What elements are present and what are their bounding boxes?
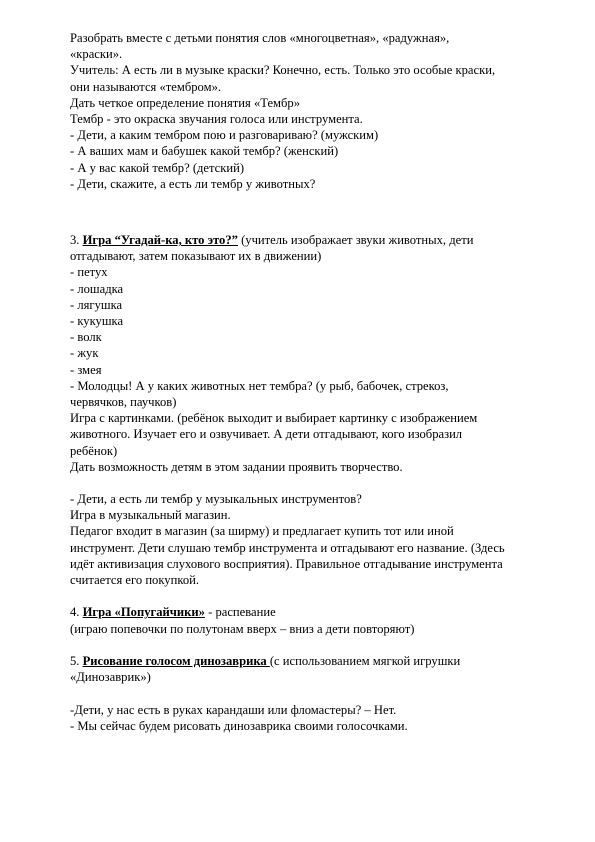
question-line: - Дети, скажите, а есть ли тембр у животных? xyxy=(70,176,316,191)
text-line: -Дети, у нас есть в руках карандаши или фломастеры? – Нет. xyxy=(70,702,397,717)
text-line: считается его покупкой. xyxy=(70,573,199,587)
text-line: - Молодцы! А у каких животных нет тембра? (у рыб, бабочек, стрекоз, xyxy=(70,378,449,393)
text-line: - Дети, а есть ли тембр у музыкальных инструментов? xyxy=(70,492,362,507)
text-line: инструмент. Дети слушаю тембр инструмента и отгадывают его название. (Здесь xyxy=(70,540,505,555)
section-number: 5. xyxy=(70,653,83,668)
text-line: Дать четкое определение понятия «Тембр» xyxy=(70,95,301,110)
game-description: - распевание xyxy=(204,605,276,620)
document-page xyxy=(70,30,550,734)
text-line: «краски». xyxy=(70,47,123,62)
section-number: 4. xyxy=(70,605,83,620)
animal-item: - лягушка xyxy=(70,297,123,312)
text-line: червячков, паучков) xyxy=(70,394,177,409)
text-line: идёт активизация слухового восприятия). Правильное отгадывание инструмента xyxy=(70,556,503,571)
text-line: (играю попевочки по полутонам вверх – вниз а дети повторяют) xyxy=(70,621,415,636)
text-line: Игра в музыкальный магазин. xyxy=(70,508,231,523)
text-line: «Динозаврик») xyxy=(70,670,151,685)
game-label: Игра xyxy=(82,233,112,248)
animal-item: - петух xyxy=(70,265,108,280)
text-line: Дать возможность детям в этом задании проявить творчество. xyxy=(70,459,403,474)
text-line: - Мы сейчас будем рисовать динозаврика своими голосочками. xyxy=(70,718,408,733)
question-line: - А ваших мам и бабушек какой тембр? (женский) xyxy=(70,144,339,159)
section-3-heading xyxy=(70,232,550,248)
game-title: Игра «Попугайчики» xyxy=(82,605,205,620)
section-4-heading xyxy=(70,604,550,620)
animal-item: - волк xyxy=(70,330,102,345)
text-line: отгадывают, затем показывают их в движении) xyxy=(70,249,322,264)
game-description: (учитель изображает звуки животных, дети xyxy=(237,233,474,248)
text-line: Педагог входит в магазин (за ширму) и предлагает купить тот или иной xyxy=(70,524,454,539)
text-line: животного. Изучает его и озвучивает. А дети отгадывают, кого изобразил xyxy=(70,427,463,442)
definition-line: Тембр - это окраска звучания голоса или инструмента. xyxy=(70,111,363,126)
text-line: они называются «тембром». xyxy=(70,79,222,94)
activity-description: (с использованием мягкой игрушки xyxy=(269,653,461,668)
section-number: 3. xyxy=(70,233,83,248)
text-line: Учитель: А есть ли в музыке краски? Конечно, есть. Только это особые краски, xyxy=(70,63,496,78)
animal-item: - лошадка xyxy=(70,281,124,296)
animal-item: - змея xyxy=(70,362,102,377)
question-line: - Дети, а каким тембром пою и разговариваю? (мужским) xyxy=(70,128,379,143)
question-line: - А у вас какой тембр? (детский) xyxy=(70,160,245,175)
text-line: ребёнок) xyxy=(70,443,118,458)
section-5-heading xyxy=(70,653,550,669)
activity-title: Рисование голосом динозаврика xyxy=(82,653,270,668)
game-title: “Угадай-ка, кто это?” xyxy=(111,233,238,248)
animal-item: - кукушка xyxy=(70,314,124,328)
animal-item: - жук xyxy=(70,346,99,361)
text-line: Игра с картинками. (ребёнок выходит и выбирает картинку с изображением xyxy=(70,411,478,426)
text-line: Разобрать вместе с детьми понятия слов «многоцветная», «радужная», xyxy=(70,31,450,45)
